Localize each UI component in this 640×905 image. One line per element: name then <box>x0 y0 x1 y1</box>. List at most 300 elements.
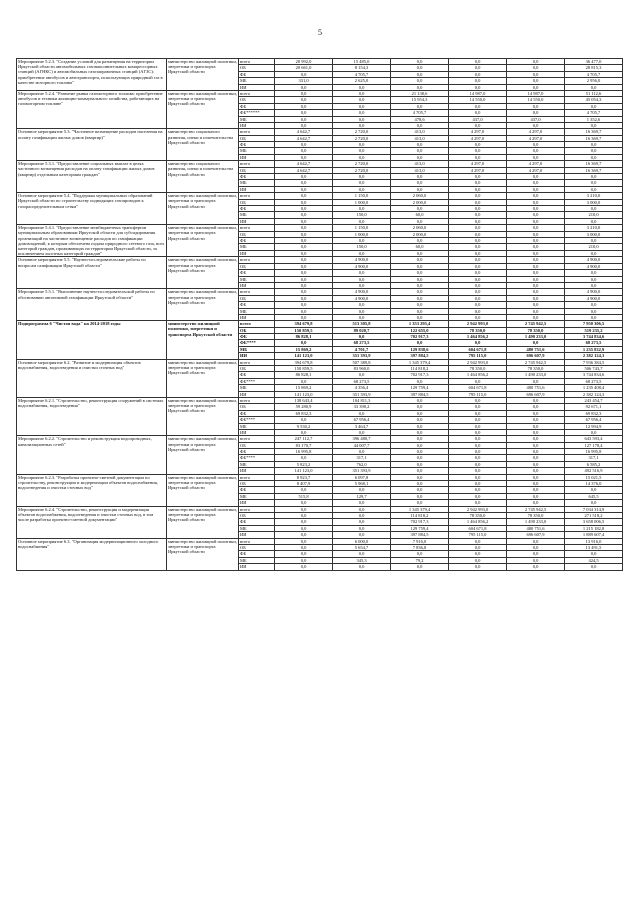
amount-cell: 0,0 <box>391 142 449 148</box>
amount-cell: 0,0 <box>507 71 565 77</box>
funding-source: ФБ <box>239 302 275 308</box>
amount-cell: 0,0 <box>565 250 623 256</box>
amount-cell: 0,0 <box>275 500 333 506</box>
activity-name: Мероприятие 6.2.4. "Строительство, реконструкция и модернизация объектов водоснабжения, водоотведения и очистки сточных вод, в том числе разработка проектно-сметной документации" <box>17 506 167 538</box>
amount-cell: 0,0 <box>275 122 333 128</box>
funding-source: ФБ <box>239 487 275 493</box>
amount-cell: 0,0 <box>333 270 391 276</box>
amount-cell: 0,0 <box>333 308 391 314</box>
amount-cell: 0,0 <box>507 423 565 429</box>
amount-cell: 129 759,4 <box>391 525 449 531</box>
amount-cell: 0,0 <box>391 205 449 211</box>
amount-cell: 0,0 <box>507 263 565 269</box>
amount-cell: 0,0 <box>507 314 565 320</box>
responsible-executor: министерство жилищной политики, энергетики и транспорта Иркутской области <box>167 538 239 570</box>
amount-cell: 0,0 <box>391 429 449 435</box>
funding-source: ФБ <box>239 519 275 525</box>
amount-cell: 0,0 <box>333 513 391 519</box>
amount-cell: 0,0 <box>565 180 623 186</box>
amount-cell: 92 671,1 <box>565 404 623 410</box>
amount-cell: 0,0 <box>275 231 333 237</box>
amount-cell: 795 115,0 <box>449 391 507 397</box>
responsible-executor: министерство жилищной политики, энергетики и транспорта Иркутской области <box>167 59 239 91</box>
amount-cell: 0,0 <box>507 174 565 180</box>
amount-cell: 6 097,8 <box>333 474 391 480</box>
responsible-executor: министерство жилищной политики, энергетики и транспорта Иркутской области <box>167 359 239 397</box>
amount-cell: 4 900,0 <box>565 289 623 295</box>
activity-name: Мероприятие 5.5.1. "Выполнение научно-исследовательской работы по обоснованию автономной газификации Иркутской области" <box>17 289 167 321</box>
amount-cell: 397 884,5 <box>391 353 449 359</box>
funding-source: ФБ <box>239 449 275 455</box>
responsible-executor: министерство жилищной политики, энергетики и транспорта Иркутской области <box>167 193 239 225</box>
amount-cell: 0,0 <box>391 314 449 320</box>
amount-cell: 0,0 <box>333 410 391 416</box>
amount-cell: 492 516,9 <box>565 468 623 474</box>
amount-cell: 6 000,0 <box>333 538 391 544</box>
amount-cell: 20 661,0 <box>275 65 333 71</box>
funding-source: ФБ**** <box>239 455 275 461</box>
amount-cell: 702 917,3 <box>391 519 449 525</box>
amount-cell: 0,0 <box>507 429 565 435</box>
amount-cell: 0,0 <box>449 148 507 154</box>
funding-source: всего <box>239 90 275 96</box>
amount-cell: 0,0 <box>507 551 565 557</box>
funding-source: ИИ <box>239 353 275 359</box>
amount-cell: 150,0 <box>333 212 391 218</box>
amount-cell: 1 464 856,2 <box>449 334 507 340</box>
amount-cell: 696 607,9 <box>507 353 565 359</box>
amount-cell: 0,0 <box>449 276 507 282</box>
amount-cell: 78 350,0 <box>449 366 507 372</box>
amount-cell: 0,0 <box>391 71 449 77</box>
amount-cell: 86 828,1 <box>275 372 333 378</box>
amount-cell: 0,0 <box>449 417 507 423</box>
amount-cell: 0,0 <box>275 90 333 96</box>
amount-cell: 0,0 <box>565 551 623 557</box>
amount-cell: 1 464 856,2 <box>449 519 507 525</box>
amount-cell: 0,0 <box>507 148 565 154</box>
amount-cell: 0,0 <box>449 225 507 231</box>
amount-cell: 0,0 <box>391 276 449 282</box>
amount-cell: 1 889 607,4 <box>565 532 623 538</box>
responsible-executor: министерство жилищной политики, энергетики и транспорта Иркутской области <box>167 289 239 321</box>
amount-cell: 0,0 <box>391 174 449 180</box>
amount-cell: 0,0 <box>507 436 565 442</box>
amount-cell: 60,0 <box>391 212 449 218</box>
amount-cell: 643 593,4 <box>565 436 623 442</box>
amount-cell: 0,0 <box>391 481 449 487</box>
amount-cell: 604 671,8 <box>449 385 507 391</box>
amount-cell: 2 060,0 <box>391 193 449 199</box>
amount-cell: 413,0 <box>391 129 449 135</box>
amount-cell: 0,0 <box>275 525 333 531</box>
funding-source: ФБ <box>239 205 275 211</box>
activity-name: Основное мероприятие 6.3. "Организация модернизационного холодного водоснабжения" <box>17 538 167 570</box>
funding-source: МБ <box>239 385 275 391</box>
amount-cell: 0,0 <box>391 461 449 467</box>
amount-cell: 437,0 <box>449 116 507 122</box>
funding-source: ОБ <box>239 327 275 333</box>
activity-name: Основное мероприятие 5.4. "Поддержка муниципальных образований Иркутской области по строительству подводящих газопроводов к газораспределительным сетям" <box>17 193 167 225</box>
amount-cell: 0,0 <box>333 97 391 103</box>
amount-cell: 1 490 233,0 <box>507 372 565 378</box>
amount-cell: 2 625,0 <box>333 78 391 84</box>
amount-cell: 86 828,1 <box>275 334 333 340</box>
amount-cell: 0,0 <box>333 449 391 455</box>
amount-cell: 0,0 <box>507 231 565 237</box>
amount-cell: 0,0 <box>275 238 333 244</box>
amount-cell: 480 751,6 <box>507 346 565 352</box>
activity-name: Мероприятие 6.2.1. "Строительство, реконструкция сооружений в системах водоснабжения, водоотведения" <box>17 397 167 435</box>
amount-cell: 78 350,0 <box>449 513 507 519</box>
amount-cell: 0,0 <box>449 449 507 455</box>
amount-cell: 14 376,0 <box>565 481 623 487</box>
amount-cell: 0,0 <box>275 519 333 525</box>
amount-cell: 15 869,2 <box>275 385 333 391</box>
amount-cell: 2 720,0 <box>333 167 391 173</box>
amount-cell: 0,0 <box>507 186 565 192</box>
amount-cell: 68 273,5 <box>565 378 623 384</box>
amount-cell: 1 464 856,2 <box>449 372 507 378</box>
amount-cell: 0,0 <box>333 250 391 256</box>
amount-cell: 0,0 <box>275 513 333 519</box>
amount-cell: 0,0 <box>391 78 449 84</box>
amount-cell: 0,0 <box>391 500 449 506</box>
amount-cell: 0,0 <box>275 282 333 288</box>
funding-source: ИИ <box>239 314 275 320</box>
amount-cell: 0,0 <box>333 218 391 224</box>
amount-cell: 0,0 <box>507 244 565 250</box>
amount-cell: 150 859,5 <box>275 327 333 333</box>
amount-cell: 8 407,9 <box>275 481 333 487</box>
amount-cell: 0,0 <box>507 225 565 231</box>
amount-cell: 0,0 <box>507 417 565 423</box>
budget-table <box>16 58 623 571</box>
amount-cell: 0,0 <box>391 397 449 403</box>
amount-cell: 0,0 <box>565 186 623 192</box>
responsible-executor: министерство жилищной политики, энергетики и транспорта Иркутской области <box>167 506 239 538</box>
amount-cell: 0,0 <box>275 250 333 256</box>
amount-cell: 0,0 <box>391 122 449 128</box>
amount-cell: 0,0 <box>565 103 623 109</box>
amount-cell: 0,0 <box>565 429 623 435</box>
amount-cell: 0,0 <box>333 282 391 288</box>
amount-cell: 0,0 <box>391 59 449 65</box>
amount-cell: 0,0 <box>507 500 565 506</box>
amount-cell: 4 900,0 <box>565 295 623 301</box>
amount-cell: 1 000,0 <box>333 199 391 205</box>
amount-cell: 7 916,0 <box>391 538 449 544</box>
amount-cell: 0,0 <box>507 282 565 288</box>
amount-cell: 4 705,7 <box>565 110 623 116</box>
amount-cell: 0,0 <box>507 481 565 487</box>
amount-cell: 0,0 <box>333 532 391 538</box>
amount-cell: 0,0 <box>507 461 565 467</box>
amount-cell: 795 115,0 <box>449 353 507 359</box>
amount-cell: 4 642,7 <box>275 129 333 135</box>
funding-source: ОБ <box>239 366 275 372</box>
amount-cell: 0,0 <box>333 314 391 320</box>
amount-cell: 0,0 <box>449 410 507 416</box>
amount-cell: 150,0 <box>333 244 391 250</box>
funding-source: ИИ <box>239 391 275 397</box>
amount-cell: 0,0 <box>449 404 507 410</box>
amount-cell: 0,0 <box>391 423 449 429</box>
responsible-executor: министерство жилищной политики, энергетики и транспорта Иркутской области <box>167 474 239 506</box>
amount-cell: 3 210,0 <box>565 193 623 199</box>
amount-cell: 795 115,0 <box>449 532 507 538</box>
amount-cell: 68 273,5 <box>333 340 391 346</box>
amount-cell: 0,0 <box>275 538 333 544</box>
amount-cell: 2 382 124,3 <box>565 391 623 397</box>
amount-cell: 2 956,0 <box>565 78 623 84</box>
responsible-executor: министерство жилищной политики, энергетики и транспорта Иркутской области <box>167 436 239 474</box>
amount-cell: 0,0 <box>565 205 623 211</box>
amount-cell: 394 679,8 <box>275 321 333 327</box>
amount-cell: 67 956,4 <box>333 417 391 423</box>
amount-cell: 122 655,0 <box>391 327 449 333</box>
amount-cell: 0,0 <box>507 340 565 346</box>
amount-cell: 0,0 <box>507 218 565 224</box>
funding-source: МБ <box>239 557 275 563</box>
amount-cell: 4 642,7 <box>275 167 333 173</box>
amount-cell: 7 836,8 <box>391 544 449 550</box>
amount-cell: 0,0 <box>391 295 449 301</box>
amount-cell: 0,0 <box>391 474 449 480</box>
amount-cell: 0,0 <box>391 154 449 160</box>
amount-cell: 14 550,0 <box>507 97 565 103</box>
amount-cell: 0,0 <box>507 65 565 71</box>
amount-cell: 0,0 <box>391 148 449 154</box>
funding-source: ИИ <box>239 429 275 435</box>
amount-cell: 0,0 <box>391 551 449 557</box>
amount-cell: 7 950 306,5 <box>565 321 623 327</box>
amount-cell: 1 353 295,4 <box>391 321 449 327</box>
amount-cell: 351 393,9 <box>333 391 391 397</box>
amount-cell: 0,0 <box>507 250 565 256</box>
amount-cell: 3 744 834,6 <box>565 372 623 378</box>
amount-cell: 0,0 <box>565 314 623 320</box>
funding-source: ИИ <box>239 186 275 192</box>
amount-cell: 0,0 <box>275 270 333 276</box>
amount-cell: 0,0 <box>275 378 333 384</box>
activity-name: Мероприятие 5.4.1. "Предоставление межбюджетных трансфертов муниципальным образованиям Иркутской области для субсидирования организаций на частичное возмещение расходов по газификации домовладений, к которым обеспечена подача природного сетевого газа, всех категорий граждан, проживающих на территории Иркутской области, за исключением льготных категорий граждан" <box>17 225 167 257</box>
amount-cell: 0,0 <box>333 174 391 180</box>
amount-cell: 0,0 <box>449 423 507 429</box>
amount-cell: 15 954,3 <box>391 97 449 103</box>
amount-cell: 0,0 <box>391 282 449 288</box>
amount-cell: 3 464,7 <box>333 423 391 429</box>
amount-cell: 480 751,6 <box>507 385 565 391</box>
funding-source: всего <box>239 193 275 199</box>
amount-cell: 0,0 <box>507 557 565 563</box>
amount-cell: 0,0 <box>507 110 565 116</box>
amount-cell: 397 884,5 <box>391 391 449 397</box>
amount-cell: 696 607,9 <box>507 391 565 397</box>
funding-source: всего <box>239 129 275 135</box>
amount-cell: 0,0 <box>449 455 507 461</box>
amount-cell: 78 350,0 <box>507 327 565 333</box>
amount-cell: 8 923,7 <box>275 474 333 480</box>
amount-cell: 0,0 <box>275 289 333 295</box>
amount-cell: 396 480,7 <box>333 436 391 442</box>
amount-cell: 0,0 <box>507 468 565 474</box>
amount-cell: 0,0 <box>449 59 507 65</box>
amount-cell: 0,0 <box>507 544 565 550</box>
amount-cell: 0,0 <box>275 564 333 570</box>
amount-cell: 0,0 <box>449 244 507 250</box>
funding-source: всего <box>239 359 275 365</box>
amount-cell: 0,0 <box>449 474 507 480</box>
amount-cell: 67 956,4 <box>565 417 623 423</box>
amount-cell: 0,0 <box>449 378 507 384</box>
amount-cell: 0,0 <box>391 103 449 109</box>
amount-cell: 0,0 <box>391 493 449 499</box>
responsible-executor: министерство жилищной политики, энергетики и транспорта Иркутской области <box>167 397 239 435</box>
funding-source: ИИ <box>239 282 275 288</box>
amount-cell: 1 490 233,0 <box>507 519 565 525</box>
activity-name: Основное мероприятие 5.3. "Частичное возмещение расходов населения на оплату газификации жилых домов (квартир)" <box>17 129 167 161</box>
amount-cell: 0,0 <box>507 410 565 416</box>
funding-source: ОБ <box>239 513 275 519</box>
amount-cell: 4 705,7 <box>565 71 623 77</box>
amount-cell: 0,0 <box>275 116 333 122</box>
amount-cell: 141 123,0 <box>275 468 333 474</box>
amount-cell: 0,0 <box>507 289 565 295</box>
amount-cell: 0,0 <box>391 340 449 346</box>
funding-source: всего <box>239 161 275 167</box>
amount-cell: 0,0 <box>449 174 507 180</box>
amount-cell: 0,0 <box>449 270 507 276</box>
amount-cell: 141 123,0 <box>275 353 333 359</box>
responsible-executor: министерство социального развития, опеки и попечительства Иркутской области <box>167 161 239 193</box>
amount-cell: 0,0 <box>275 110 333 116</box>
amount-cell: 0,0 <box>333 186 391 192</box>
funding-source: МБ <box>239 180 275 186</box>
amount-cell: 0,0 <box>391 84 449 90</box>
amount-cell: 2 720,0 <box>333 129 391 135</box>
funding-source: МБ <box>239 212 275 218</box>
amount-cell: 89 020,7 <box>333 327 391 333</box>
funding-source: ОБ <box>239 442 275 448</box>
amount-cell: 7 034 314,9 <box>565 506 623 512</box>
funding-source: МБ <box>239 461 275 467</box>
amount-cell: 0,0 <box>449 212 507 218</box>
amount-cell: 4 297,0 <box>449 129 507 135</box>
amount-cell: 1 345 379,4 <box>391 506 449 512</box>
funding-source: ФБ <box>239 410 275 416</box>
amount-cell: 0,0 <box>565 84 623 90</box>
amount-cell: 0,0 <box>449 84 507 90</box>
amount-cell: 1 150,0 <box>333 225 391 231</box>
amount-cell: 0,0 <box>507 205 565 211</box>
funding-source: МБ <box>239 148 275 154</box>
amount-cell: 1 345 379,4 <box>391 359 449 365</box>
amount-cell: 0,0 <box>275 180 333 186</box>
amount-cell: 0,0 <box>507 199 565 205</box>
amount-cell: 16 369,7 <box>565 167 623 173</box>
amount-cell: 515,8 <box>275 493 333 499</box>
amount-cell: 0,0 <box>391 257 449 263</box>
amount-cell: 78 350,0 <box>449 327 507 333</box>
amount-cell: 0,0 <box>449 557 507 563</box>
amount-cell: 0,0 <box>565 282 623 288</box>
amount-cell: 0,0 <box>449 468 507 474</box>
amount-cell: 0,0 <box>449 205 507 211</box>
amount-cell: 0,0 <box>449 481 507 487</box>
amount-cell: 0,0 <box>391 487 449 493</box>
amount-cell: 0,0 <box>449 302 507 308</box>
responsible-executor: министерство жилищной политики, энергетики и транспорта Иркутской области <box>167 257 239 289</box>
amount-cell: 317,1 <box>565 455 623 461</box>
funding-source: ИИ <box>239 500 275 506</box>
amount-cell: 0,0 <box>449 218 507 224</box>
amount-cell: 0,0 <box>275 218 333 224</box>
funding-source: всего <box>239 397 275 403</box>
activity-name: Подпрограмма 6 "Чистая вода" на 2014-2018 годы <box>17 321 167 359</box>
amount-cell: 69 832,3 <box>565 410 623 416</box>
amount-cell: 0,0 <box>275 186 333 192</box>
amount-cell: 0,0 <box>449 397 507 403</box>
amount-cell: 0,0 <box>391 564 449 570</box>
amount-cell: 2 942 993,0 <box>449 506 507 512</box>
amount-cell: 0,0 <box>449 564 507 570</box>
amount-cell: 0,0 <box>507 295 565 301</box>
amount-cell: 69 832,3 <box>275 410 333 416</box>
amount-cell: 138 643,4 <box>275 397 333 403</box>
amount-cell: 0,0 <box>507 193 565 199</box>
amount-cell: 0,0 <box>333 519 391 525</box>
amount-cell: 696 607,9 <box>507 532 565 538</box>
amount-cell: 0,0 <box>507 564 565 570</box>
amount-cell: 0,0 <box>391 455 449 461</box>
amount-cell: 4 900,0 <box>333 263 391 269</box>
amount-cell: 127 178,4 <box>565 442 623 448</box>
amount-cell: 0,0 <box>333 334 391 340</box>
amount-cell: 0,0 <box>565 276 623 282</box>
funding-source: МБ <box>239 423 275 429</box>
amount-cell: 0,0 <box>449 308 507 314</box>
amount-cell: 1 235 832,9 <box>565 346 623 352</box>
amount-cell: 4 900,0 <box>333 295 391 301</box>
funding-source: ОБ <box>239 295 275 301</box>
funding-source: всего <box>239 289 275 295</box>
amount-cell: 0,0 <box>275 557 333 563</box>
amount-cell: 424,5 <box>565 557 623 563</box>
amount-cell: 1 215 182,8 <box>565 525 623 531</box>
amount-cell: 3 658 006,5 <box>565 519 623 525</box>
funding-source: ОБ <box>239 481 275 487</box>
amount-cell: 36 477,0 <box>565 59 623 65</box>
amount-cell: 2 942 993,0 <box>449 359 507 365</box>
amount-cell: 0,0 <box>449 103 507 109</box>
amount-cell: 0,0 <box>565 487 623 493</box>
amount-cell: 0,0 <box>391 65 449 71</box>
funding-source: ОБ <box>239 544 275 550</box>
amount-cell: 0,0 <box>333 238 391 244</box>
amount-cell: 0,0 <box>333 90 391 96</box>
funding-source: ИИ <box>239 154 275 160</box>
amount-cell: 0,0 <box>449 538 507 544</box>
amount-cell: 0,0 <box>565 500 623 506</box>
amount-cell: 478,6 <box>391 116 449 122</box>
amount-cell: 0,0 <box>275 276 333 282</box>
amount-cell: 0,0 <box>449 340 507 346</box>
amount-cell: 16 369,7 <box>565 129 623 135</box>
amount-cell: 413,0 <box>391 167 449 173</box>
amount-cell: 0,0 <box>391 263 449 269</box>
amount-cell: 0,0 <box>449 493 507 499</box>
